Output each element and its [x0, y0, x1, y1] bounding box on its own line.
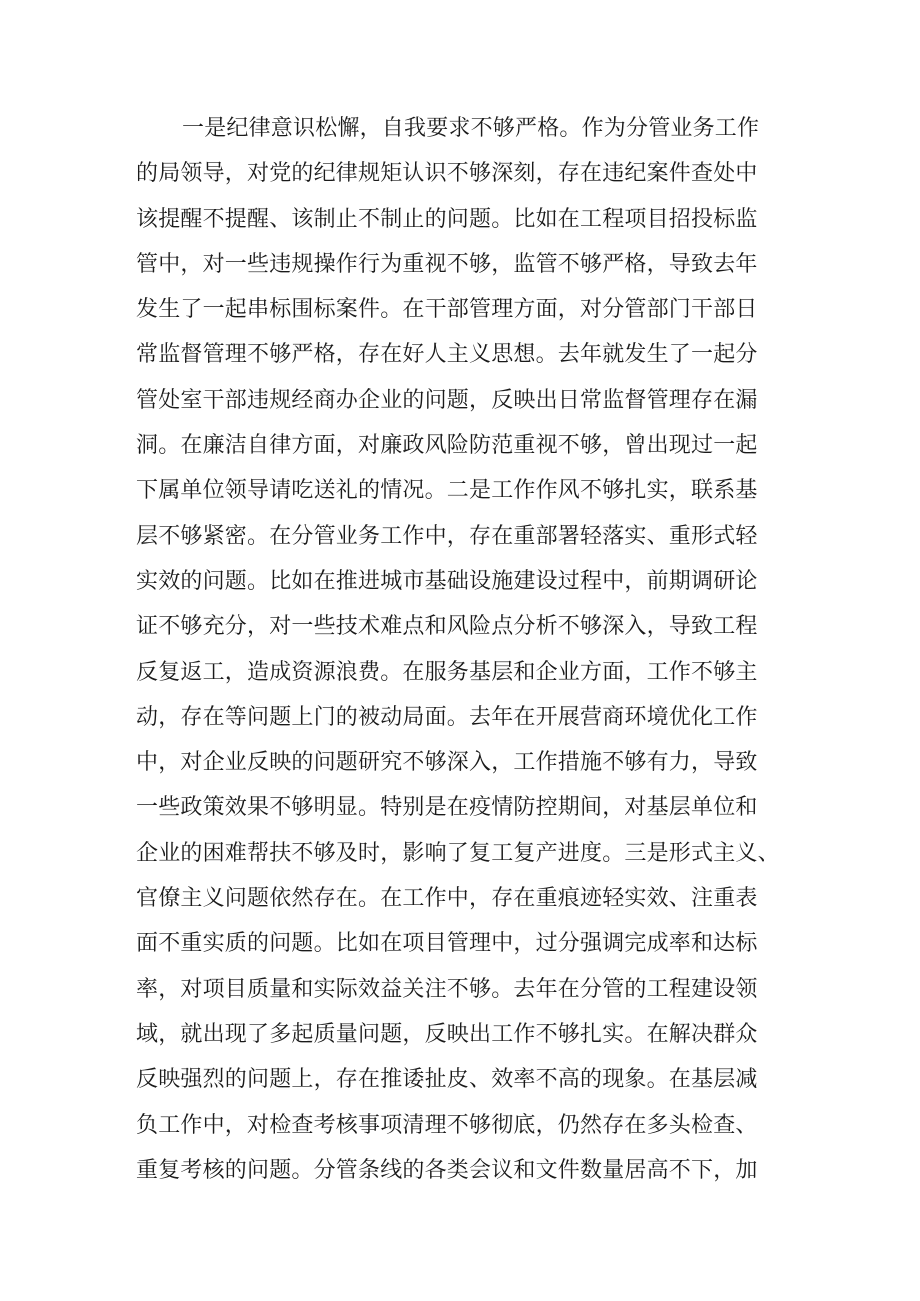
paragraph-line: 层不够紧密。在分管业务工作中，存在重部署轻落实、重形式轻 [136, 523, 758, 549]
paragraph-line: 发生了一起串标围标案件。在干部管理方面，对分管部门干部日 [136, 297, 758, 323]
paragraph-line: 的局领导，对党的纪律规矩认识不够深刻，存在违纪案件查处中 [136, 161, 758, 187]
paragraph-line: 一些政策效果不够明显。特别是在疫情防控期间，对基层单位和 [136, 795, 758, 821]
paragraph-line: 实效的问题。比如在推进城市基础设施建设过程中，前期调研论 [136, 568, 758, 594]
body-paragraph [136, 106, 796, 1193]
paragraph-line: 证不够充分，对一些技术难点和风险点分析不够深入，导致工程 [136, 614, 758, 640]
paragraph-line: 域，就出现了多起质量问题，反映出工作不够扎实。在解决群众 [136, 1021, 758, 1047]
paragraph-line: 一是纪律意识松懈，自我要求不够严格。作为分管业务工作 [182, 116, 760, 141]
paragraph-line: 管处室干部违规经商办企业的问题，反映出日常监督管理存在漏 [136, 387, 758, 413]
paragraph-line: 企业的困难帮扶不够及时，影响了复工复产进度。三是形式主义、 [136, 840, 780, 866]
paragraph-line: 反复返工，造成资源浪费。在服务基层和企业方面，工作不够主 [136, 659, 758, 685]
paragraph-line: 反映强烈的问题上，存在推诿扯皮、效率不高的现象。在基层减 [136, 1067, 758, 1093]
paragraph-line: 中，对企业反映的问题研究不够深入，工作措施不够有力，导致 [136, 750, 758, 776]
paragraph-line: 率，对项目质量和实际效益关注不够。去年在分管的工程建设领 [136, 976, 758, 1002]
paragraph-line: 动，存在等问题上门的被动局面。去年在开展营商环境优化工作 [136, 704, 758, 730]
paragraph-line: 官僚主义问题依然存在。在工作中，存在重痕迹轻实效、注重表 [136, 886, 758, 912]
paragraph-line: 该提醒不提醒、该制止不制止的问题。比如在工程项目招投标监 [136, 206, 758, 232]
paragraph-line: 面不重实质的问题。比如在项目管理中，过分强调完成率和达标 [136, 931, 758, 957]
paragraph-line: 常监督管理不够严格，存在好人主义思想。去年就发生了一起分 [136, 342, 758, 368]
paragraph-line: 下属单位领导请吃送礼的情况。二是工作作风不够扎实，联系基 [136, 478, 758, 504]
paragraph-line: 洞。在廉洁自律方面，对廉政风险防范重视不够，曾出现过一起 [136, 433, 758, 459]
paragraph-line: 负工作中，对检查考核事项清理不够彻底，仍然存在多头检查、 [136, 1112, 758, 1138]
paragraph-line: 管中，对一些违规操作行为重视不够，监管不够严格，导致去年 [136, 251, 758, 277]
paragraph-line: 重复考核的问题。分管条线的各类会议和文件数量居高不下，加 [136, 1157, 758, 1183]
